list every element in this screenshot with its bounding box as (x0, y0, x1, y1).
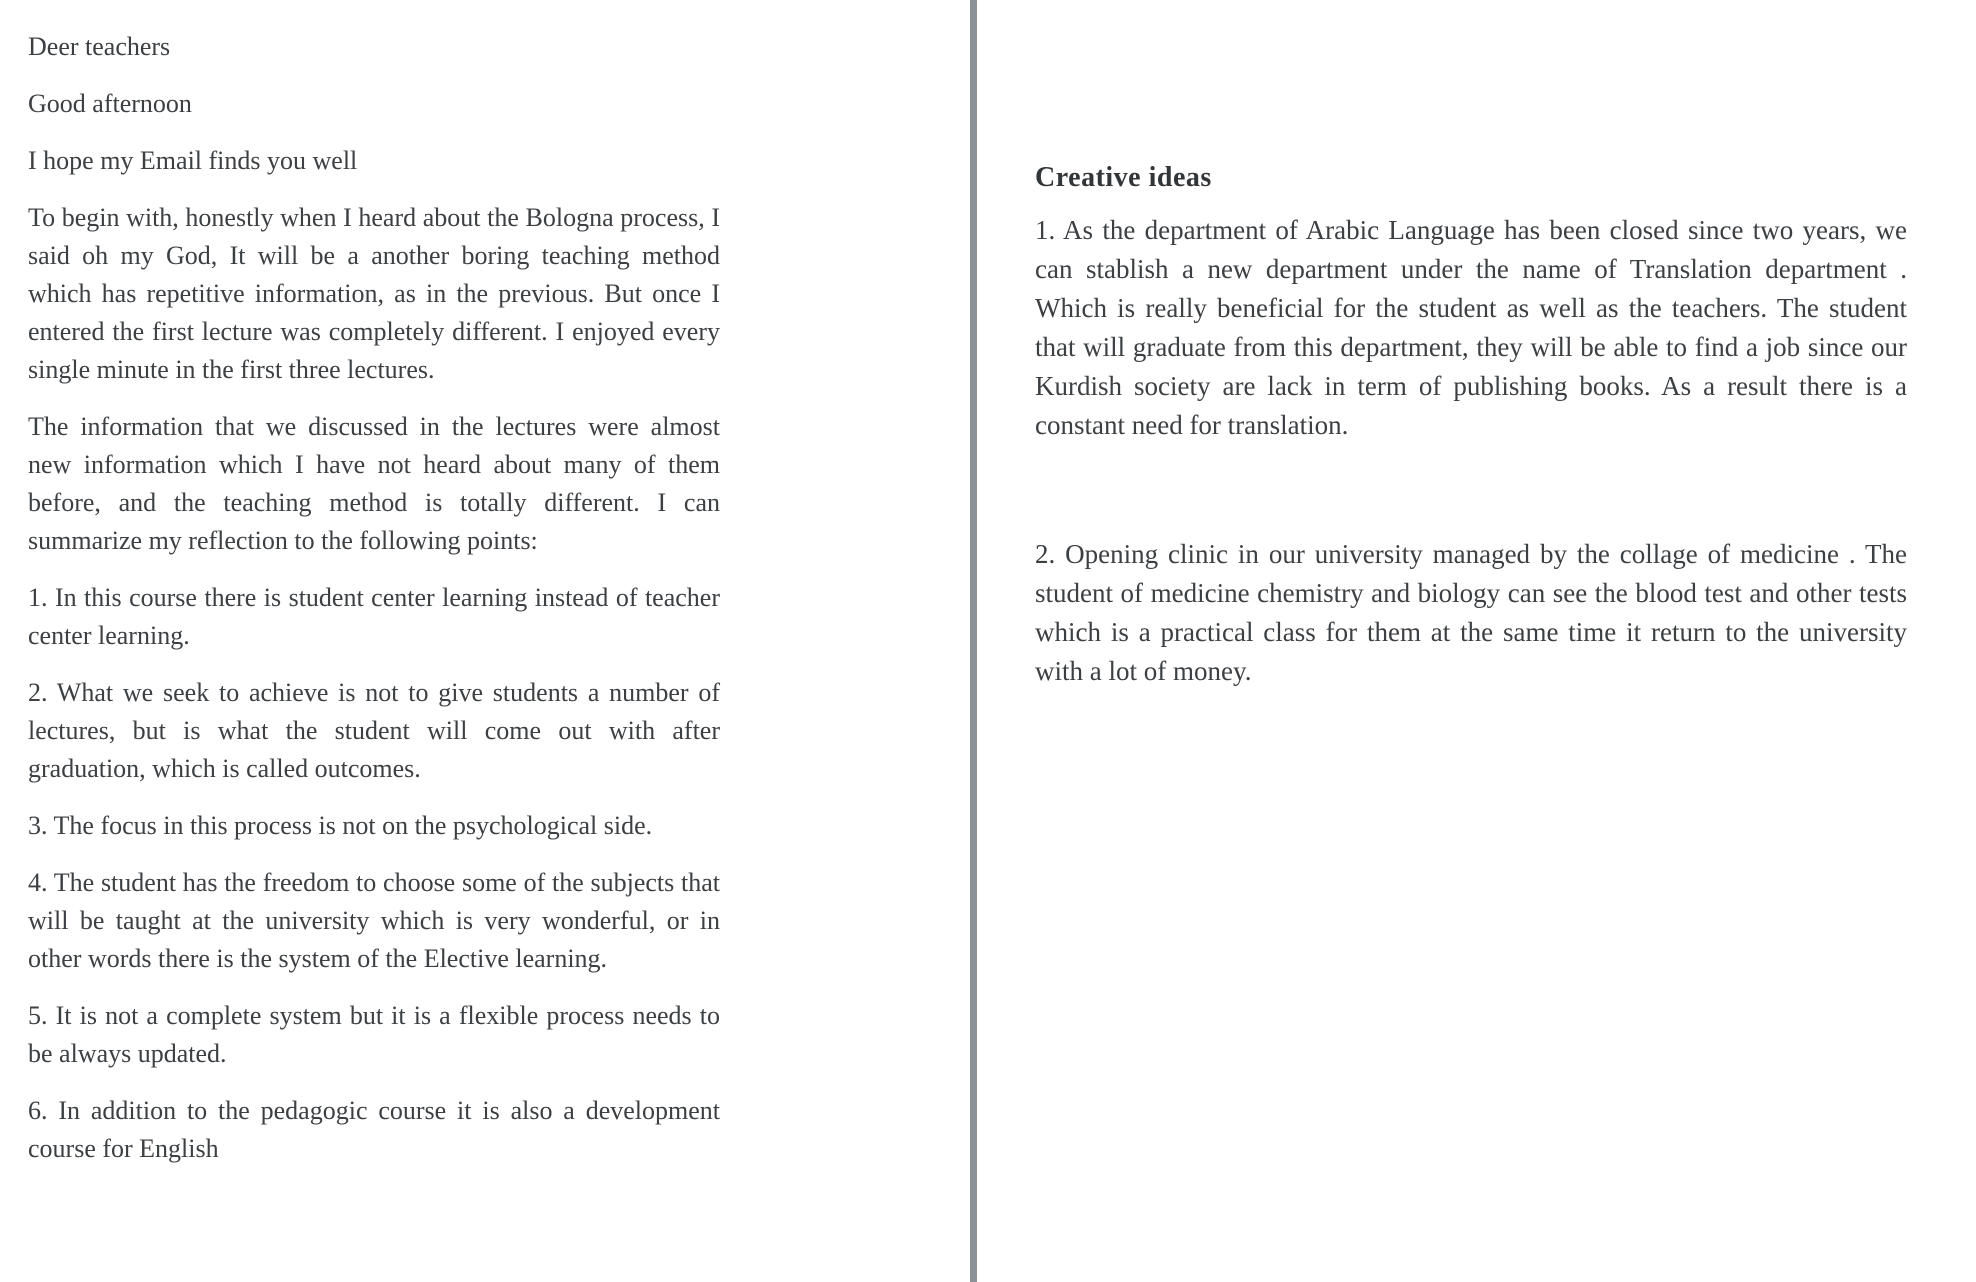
reflection-point-1: 1. In this course there is student center learning instead of teacher center learning. (28, 583, 720, 650)
left-text-column (28, 28, 720, 1187)
creative-idea-1: 1. As the department of Arabic Language has been closed since two years, we can stablish a new department under the name of Translation department . Which is really beneficial for the student as well as the teachers. The student that will graduate from this department, they will be able to find a job since our Kurdish society are lack in term of publishing books. As a result there is a constant need for translation. (1035, 215, 1907, 440)
reflection-point-4: 4. The student has the freedom to choose some of the subjects that will be taught at the university which is very wonderful, or in other words there is the system of the Elective learning. (28, 868, 720, 973)
salutation-line: Deer teachers (28, 32, 171, 61)
reflection-point-6: 6. In addition to the pedagogic course it is also a development course for English (28, 1096, 720, 1163)
reflection-point-3: 3. The focus in this process is not on the psychological side. (28, 811, 653, 840)
reflection-point-5: 5. It is not a complete system but it is a flexible process needs to be always updated. (28, 1001, 720, 1068)
vertical-divider (970, 0, 977, 1282)
reflection-point-2: 2. What we seek to achieve is not to give students a number of lectures, but is what the student will come out with after graduation, which is called outcomes. (28, 678, 720, 783)
greeting-line: Good afternoon (28, 89, 192, 118)
right-text-column (1035, 158, 1907, 705)
creative-ideas-heading: Creative ideas (1035, 162, 1212, 193)
creative-idea-2: 2. Opening clinic in our university managed by the collage of medicine . The student of medicine chemistry and biology can see the blood test and other tests which is a practical class for them at the same time it return to the university with a lot of money. (1035, 539, 1907, 686)
opening-line: I hope my Email finds you well (28, 146, 358, 175)
paragraph-summary: The information that we discussed in the lectures were almost new information which I have not heard about many of them before, and the teaching method is totally different. I can summarize my reflection to the following points: (28, 412, 720, 555)
paragraph-intro: To begin with, honestly when I heard about the Bologna process, I said oh my God, It will be a another boring teaching method which has repetitive information, as in the previous. But once I entered the first lecture was completely different. I enjoyed every single minute in the first three lectures. (28, 203, 720, 384)
